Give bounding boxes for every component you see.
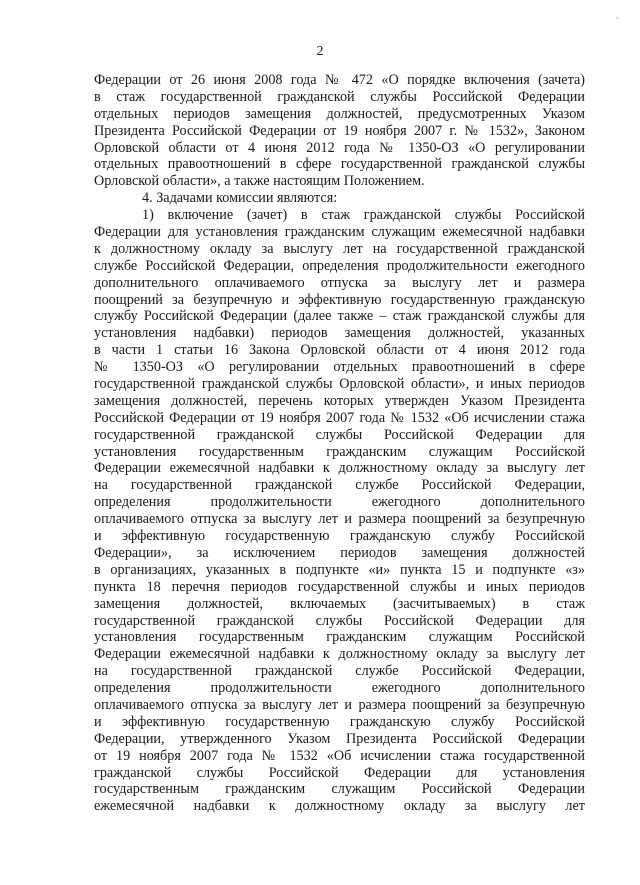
text-line: замещения должностей, перечень которых утвержден Указом Президента [94, 392, 585, 409]
text-line: в организациях, указанных в подпункте «и» пункта 15 и подпункте «з» [94, 561, 585, 578]
text-line: службу Российской Федерации (далее также – стаж гражданской службы для [94, 308, 585, 325]
text-line: оплачиваемого отпуска за выслугу лет и размера поощрений за безупречную [94, 511, 585, 528]
text-line: оплачиваемого отпуска за выслугу лет и размера поощрений за безупречную [94, 696, 585, 713]
document-body [94, 72, 585, 815]
text-line: установления надбавки) периодов замещения должностей, указанных [94, 325, 585, 342]
text-line: поощрений за безупречную и эффективную государственную гражданскую [94, 291, 585, 308]
text-line: Российской Федерации от 19 ноября 2007 года № 1532 «Об исчислении стажа [94, 409, 585, 426]
text-line: Федерации», за исключением периодов замещения должностей [94, 544, 585, 561]
page-number: 2 [316, 44, 324, 59]
scan-corner-mark: ' [616, 16, 618, 27]
text-line: в части 1 статьи 16 Закона Орловской области от 4 июня 2012 года [94, 342, 585, 359]
text-line: от 19 ноября 2007 года № 1532 «Об исчислении стажа государственной [94, 747, 585, 764]
text-line: замещения должностей, включаемых (засчитываемых) в стаж [94, 595, 585, 612]
text-line: на государственной гражданской службе Российской Федерации, [94, 477, 585, 494]
text-line: на государственной гражданской службе Российской Федерации, [94, 663, 585, 680]
text-line: отдельных периодов замещения должностей, предусмотренных Указом [94, 105, 585, 122]
text-line: государственной гражданской службы Орловской области», и иных периодов [94, 376, 585, 393]
text-line: Федерации ежемесячной надбавки к должностному окладу за выслугу лет [94, 460, 585, 477]
text-line: государственным гражданским служащим Российской Федерации [94, 781, 585, 798]
text-line: государственной гражданской службы Российской Федерации для [94, 426, 585, 443]
text-line: государственной гражданской службы Российской Федерации для [94, 612, 585, 629]
text-line: определения продолжительности ежегодного дополнительного [94, 494, 585, 511]
text-line: Федерации для установления гражданским служащим ежемесячной надбавки [94, 224, 585, 241]
text-line: Федерации ежемесячной надбавки к должностному окладу за выслугу лет [94, 646, 585, 663]
text-line: № 1350-ОЗ «О регулировании отдельных правоотношений в сфере [94, 359, 585, 376]
text-line: Президента Российской Федерации от 19 ноября 2007 г. № 1532», Законом [94, 122, 585, 139]
text-line: в стаж государственной гражданской службы Российской Федерации [94, 88, 585, 105]
text-line: установления государственным гражданским служащим Российской [94, 629, 585, 646]
text-line: гражданской службы Российской Федерации для установления [94, 764, 585, 781]
text-line: к должностному окладу за выслугу лет на государственной гражданской [94, 240, 585, 257]
text-line: 1) включение (зачет) в стаж гражданской службы Российской [142, 207, 585, 224]
text-line: службе Российской Федерации, определения продолжительности ежегодного [94, 257, 585, 274]
text-line: дополнительного оплачиваемого отпуска за выслугу лет и размера [94, 274, 585, 291]
text-line: определения продолжительности ежегодного дополнительного [94, 680, 585, 697]
text-line: Орловской области от 4 июня 2012 года № 1350-ОЗ «О регулировании [94, 139, 585, 156]
text-line: установления государственным гражданским служащим Российской [94, 443, 585, 460]
text-line: и эффективную государственную гражданскую службу Российской [94, 713, 585, 730]
text-line: 4. Задачами комиссии являются: [142, 190, 338, 207]
text-line: отдельных правоотношений в сфере государственной гражданской службы [94, 156, 585, 173]
text-line: ежемесячной надбавки к должностному окладу за выслугу лет [94, 798, 585, 815]
text-line: пункта 18 перечня периодов государственной службы и иных периодов [94, 578, 585, 595]
text-line: Орловской области», а также настоящим Положением. [94, 173, 425, 190]
text-line: и эффективную государственную гражданскую службу Российской [94, 528, 585, 545]
text-line: Федерации, утвержденного Указом Президента Российской Федерации [94, 730, 585, 747]
text-line: Федерации от 26 июня 2008 года № 472 «О порядке включения (зачета) [94, 72, 585, 88]
